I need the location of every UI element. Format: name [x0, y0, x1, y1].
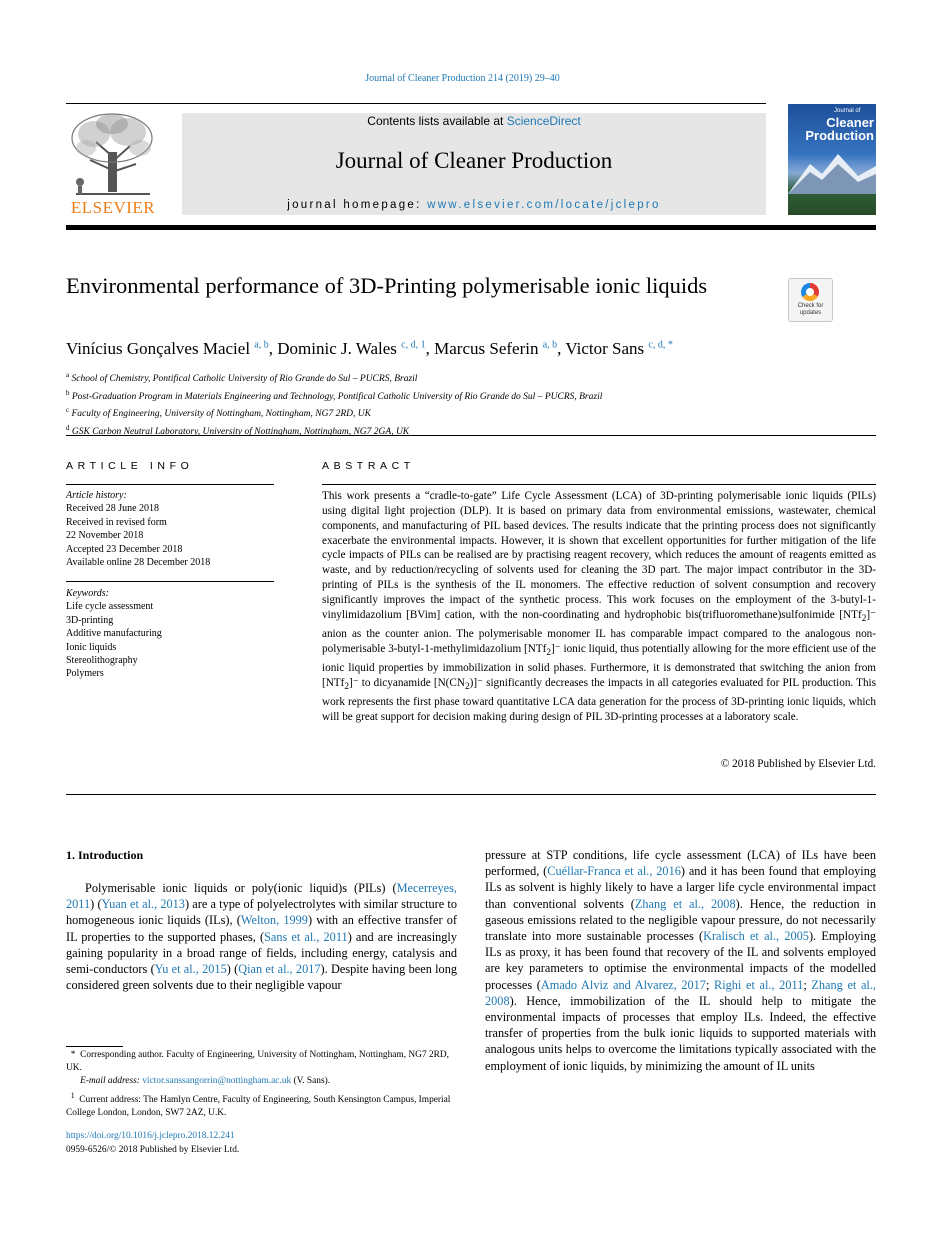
- footnote-mark: 1: [70, 1090, 75, 1100]
- article-info-heading: ARTICLE INFO: [66, 460, 194, 472]
- keyword-item[interactable]: Polymers: [66, 668, 104, 680]
- subscript: 2: [861, 613, 867, 624]
- check-badge-line1: Check for: [797, 303, 824, 309]
- history-item: Available online 28 December 2018: [66, 557, 211, 569]
- journal-masthead: [182, 113, 766, 215]
- affiliation-mark: d: [66, 423, 70, 432]
- reference-link[interactable]: Sans et al., 2011: [264, 929, 348, 944]
- text-segment: pressure at STP conditions, life cycle assessment (LCA) of ILs have been performed, (: [485, 848, 876, 879]
- reference-link[interactable]: Yuan et al., 2013: [101, 897, 185, 912]
- text-segment: ) are a type of polyelectrolytes with similar structure to homogeneous ionic liquids (ILs), (: [66, 897, 457, 928]
- elsevier-wordmark: ELSEVIER: [70, 198, 156, 217]
- author-affiliation-marks[interactable]: a, b: [542, 339, 558, 351]
- abstract-segment: ]⁻ ionic liquid, thus potentially allowing for the more efficient use of the ionic liquid properties by immobilization in solid phases. Furthermore, it is demonstrated that switching the anion from [NTf: [322, 642, 876, 689]
- affiliation-text: GSK Carbon Neutral Laboratory, University of Nottingham, Nottingham, NG7 2GA, UK: [71, 426, 410, 437]
- reference-link[interactable]: Welton, 1999: [240, 913, 308, 928]
- intro-column-left: [66, 880, 457, 993]
- history-item: Received 28 June 2018: [66, 503, 160, 515]
- footnote-rule: [66, 1046, 123, 1047]
- keyword-item[interactable]: 3D-printing: [66, 614, 114, 626]
- author-name[interactable]: Dominic J. Wales: [277, 339, 397, 358]
- footnote-email: [66, 1075, 457, 1088]
- reference-link[interactable]: Zhang et al., 2008: [634, 896, 736, 911]
- introduction-heading: 1. Introduction: [66, 848, 144, 862]
- footnote-text: Corresponding author. Faculty of Engineering, University of Nottingham, Nottingham, NG7 2RD, UK.: [66, 1050, 450, 1074]
- email-label: E-mail address:: [80, 1076, 143, 1087]
- reference-link[interactable]: Yu et al., 2015: [154, 962, 227, 977]
- email-suffix: (V. Sans).: [291, 1076, 331, 1087]
- subscript: 2: [546, 647, 552, 658]
- keywords-rule: [66, 581, 274, 582]
- affiliation-item: [66, 404, 876, 422]
- text-segment: ) (: [226, 962, 239, 977]
- abstract-heading: ABSTRACT: [322, 460, 415, 472]
- reference-link[interactable]: Mecerreyes, 2011: [66, 881, 457, 912]
- text-segment: ) with an effective transfer of IL properties to the supported phases, (: [66, 913, 458, 944]
- author-affiliation-marks[interactable]: c, d, *: [648, 339, 673, 351]
- affiliation-rule: [66, 435, 876, 436]
- homepage-line: [182, 199, 766, 211]
- reference-link[interactable]: Amado Alviz and Alvarez, 2017: [540, 977, 706, 992]
- affiliation-item: [66, 369, 876, 387]
- cover-journal-of: Journal of: [834, 108, 861, 114]
- history-item: 22 November 2018: [66, 530, 144, 542]
- article-info-rule: [66, 484, 274, 485]
- sciencedirect-link[interactable]: ScienceDirect: [506, 114, 581, 128]
- footnote-text: Current address: The Hamlyn Centre, Faculty of Engineering, South Kensington Campus, Imperial College London, London, SW7 2AZ, U.K.: [66, 1094, 451, 1118]
- text-segment: ). Hence, the reduction in gaseous emissions related to the negligible vapour pressure, do not necessarily translate into more sustainable processes (: [485, 896, 876, 944]
- keyword-item[interactable]: Additive manufacturing: [66, 628, 162, 640]
- cover-title-line2: Production: [805, 128, 874, 143]
- cover-mountain-graphic: [788, 154, 876, 194]
- author-name[interactable]: Victor Sans: [565, 339, 645, 358]
- homepage-prefix: journal homepage:: [287, 199, 428, 211]
- abstract-bottom-rule: [66, 794, 876, 795]
- text-segment: ). Hence, immobilization of the IL should help to mitigate the environmental impacts of processes that employ ILs. Indeed, the effective transfer of properties from the bulk ionic liquids to supported materials with analogous units helps to overcome the limitations typically associated with the employment of ionic liquids, by minimizing the amount of IL units: [485, 993, 876, 1073]
- text-segment: ;: [803, 977, 812, 992]
- reference-link[interactable]: Zhang et al., 2008: [485, 977, 876, 1008]
- author-affiliation-marks[interactable]: c, d, 1: [401, 339, 426, 351]
- keyword-item[interactable]: Stereolithography: [66, 655, 138, 667]
- footnote-mark: *: [70, 1050, 76, 1060]
- affiliation-mark: b: [66, 388, 70, 397]
- subscript: 2: [344, 681, 350, 692]
- affiliation-text: School of Chemistry, Pontifical Catholic University of Rio Grande do Sul – PUCRS, Brazil: [71, 374, 418, 385]
- abstract-segment: )]⁻ significantly decreases the impacts in all categories evaluated for PIL production. This work represents the first phase toward quantitative LCA data generation for the process of 3D-printing ionic liquids, which will be great support for decision making during design of PIL 3D-printing processes at a laboratory scale.: [322, 676, 877, 723]
- cover-title: [788, 116, 874, 142]
- contents-line: [182, 114, 766, 128]
- text-segment: ). Employing ILs as proxy, it has been found that recovery of the IL and solvents employed are key parameters to optimise the environmental impacts of the modelled processes (: [485, 929, 876, 992]
- affiliation-text: Faculty of Engineering, University of Nottingham, Nottingham, NG7 2RD, UK: [71, 409, 371, 420]
- keyword-item[interactable]: Ionic liquids: [66, 641, 117, 653]
- author-name[interactable]: Marcus Seferin: [434, 339, 539, 358]
- history-item: Received in revised form: [66, 516, 167, 528]
- check-badge-text: [789, 303, 832, 316]
- abstract-segment: This work presents a “cradle-to-gate” Life Cycle Assessment (LCA) of 3D-printing polymerisable ionic liquids (PILs) using digital light projection (DLP). It is based on primary data from environmental emissions, wastewater, chemical components, and manufacturing of PIL based devices. The results indicate that the printing process does not significantly exacerbate the environmental impacts. However, it is shown that excellent opportunities for further mitigation of the life cycle impacts of PILs can be realised are by practising reagent recovery, which reduces the amount of reagents emitted as waste, and by reduction/recycling of solvents used for cleaning the 3D part. The major impact contributor in the 3D-printing of PILs is the synthesis of the IL monomers. The effective reduction of solvent consumption and recovery significantly improves the impact of the synthetic process. This work focuses on the employment of the 3-butyl-1-vinylimidazolium [BVim] cation, with the non-coordinating and hydrophobic bis(trifluoromethane)sulfonimide [NTf: [322, 490, 876, 621]
- header-rule: [66, 103, 766, 104]
- author-affiliation-marks[interactable]: a, b: [254, 339, 269, 351]
- reference-link[interactable]: Qian et al., 2017: [238, 962, 321, 977]
- keywords: [66, 587, 276, 681]
- subscript: 2: [464, 681, 470, 692]
- text-segment: ) and are increasingly gaining popularity in a broad range of fields, including energy, catalysis and semi-conductors (: [66, 929, 457, 977]
- journal-cover-image[interactable]: [788, 104, 876, 215]
- affiliation-mark: c: [66, 406, 70, 415]
- footnote-corresponding: [66, 1049, 457, 1075]
- affiliations: [66, 369, 876, 439]
- affiliation-mark: a: [66, 371, 70, 379]
- contents-prefix: Contents lists available at: [367, 114, 507, 128]
- text-segment: ) and it has been found that employing ILs as solvent is highly likely to have a larger life cycle environmental impact than conventional solvents (: [485, 864, 876, 911]
- abstract-segment: ]⁻ to dicyanamide [N(CN: [349, 676, 465, 689]
- reference-link[interactable]: Cuéllar-Franca et al., 2016: [547, 864, 681, 879]
- abstract-text: [322, 489, 876, 724]
- reference-link[interactable]: Righi et al., 2011: [714, 977, 804, 992]
- keywords-label: Keywords:: [66, 588, 109, 599]
- abstract-rule: [322, 484, 876, 485]
- text-segment: ). Despite having been long considered green solvents due to their negligible vapour: [66, 962, 457, 993]
- affiliation-text: Post-Graduation Program in Materials Engineering and Technology, Pontifical Catholic University of Rio Grande do Sul – PUCRS, Brazil: [71, 391, 603, 402]
- issn-line: 0959-6526/© 2018 Published by Elsevier Ltd.: [66, 1145, 240, 1155]
- journal-citation[interactable]: Journal of Cleaner Production 214 (2019) 29–40: [365, 73, 560, 84]
- footnote-current-address: [66, 1089, 457, 1121]
- check-updates-icon: [801, 283, 819, 301]
- reference-link[interactable]: Kralisch et al., 2005: [703, 929, 809, 944]
- check-for-updates-button[interactable]: [788, 278, 833, 322]
- author-list: Vinícius Gonçalves Maciel $^{a, b}$, Dominic J. Wales $^{c, d, 1}$, Marcus Seferin $^{a, b}$, Victor Sans $^{c, d, *}$: [66, 339, 673, 358]
- cover-title-line1: Cleaner: [826, 115, 874, 130]
- affiliation-item: [66, 387, 876, 405]
- header-thick-rule: [66, 225, 876, 230]
- check-badge-line2: updates: [799, 309, 822, 316]
- keyword-item[interactable]: Life cycle assessment: [66, 601, 154, 613]
- history-label: Article history:: [66, 490, 127, 501]
- homepage-link[interactable]: www.elsevier.com/locate/jclepro: [427, 199, 661, 211]
- abstract-segment: ]⁻ anion as the counter anion. The polymerisable monomer IL has comparable impact compared to the analogous non-polymerisable 3-butyl-1-methylimidazolium [NTf: [322, 608, 876, 655]
- affiliation-item: [66, 422, 876, 440]
- intro-column-right: [485, 847, 876, 1074]
- history-item: Accepted 23 December 2018: [66, 543, 183, 555]
- article-title: Environmental performance of 3D-Printing polymerisable ionic liquids: [66, 273, 708, 298]
- text-segment: ;: [705, 977, 715, 992]
- footnotes: [66, 1049, 457, 1120]
- doi-link[interactable]: https://doi.org/10.1016/j.jclepro.2018.12.241: [66, 1131, 235, 1141]
- email-link[interactable]: victor.sanssangorrin@nottingham.ac.uk: [142, 1076, 292, 1087]
- text-segment: ) (: [90, 897, 102, 912]
- author-name[interactable]: Vinícius Gonçalves Maciel: [66, 339, 251, 358]
- journal-title: Journal of Cleaner Production: [335, 148, 613, 173]
- abstract-copyright: © 2018 Published by Elsevier Ltd.: [720, 758, 876, 770]
- article-history: [66, 489, 276, 569]
- text-segment: Polymerisable ionic liquids or poly(ionic liquid)s (PILs) (: [85, 881, 397, 895]
